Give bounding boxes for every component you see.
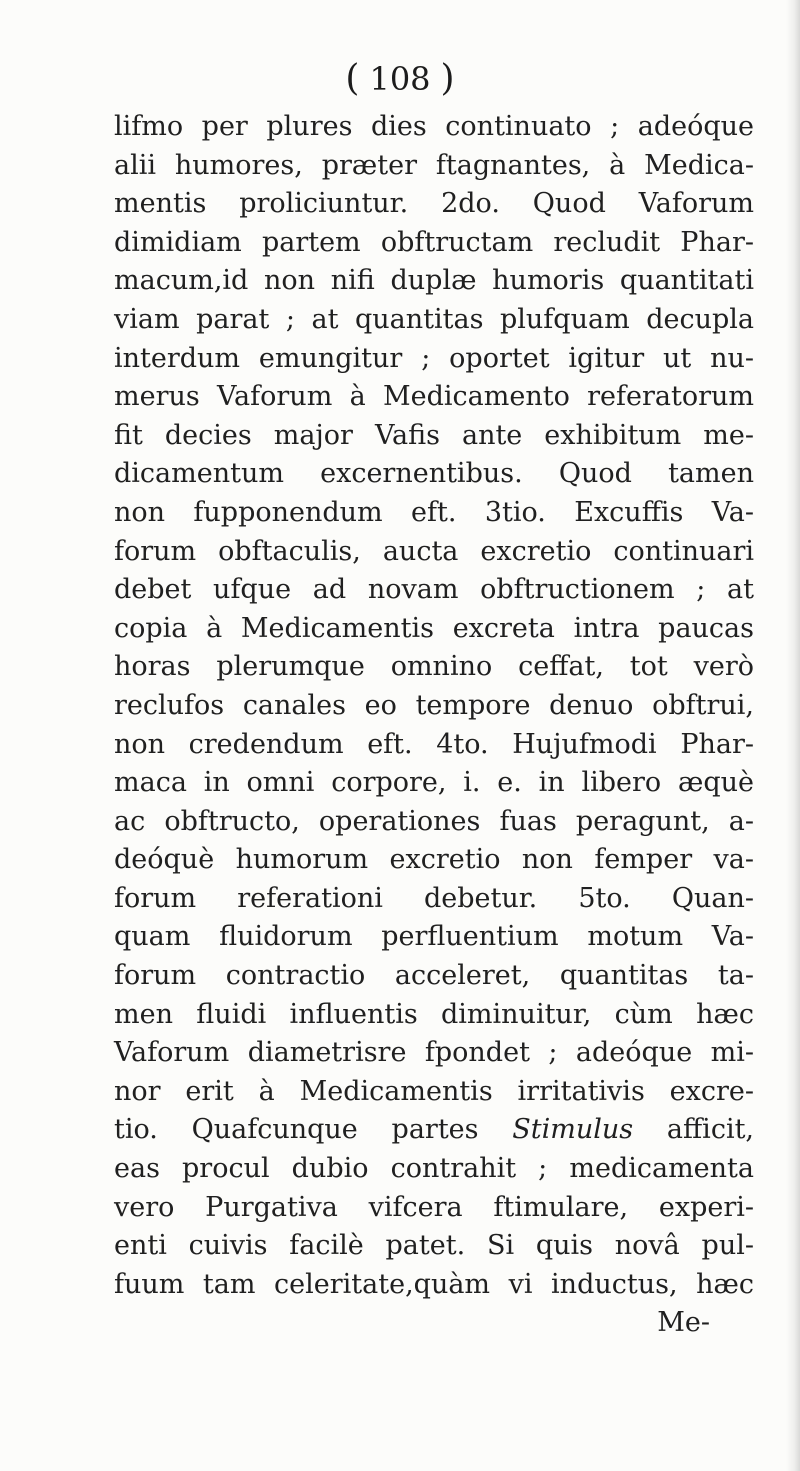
- text-line: forum referationi debetur. 5to. Quan-: [114, 882, 754, 914]
- page-number-value: 108: [369, 60, 431, 98]
- italic-word-stimulus: Stimulus: [512, 1114, 634, 1146]
- page-number: [0, 58, 800, 99]
- text-segment: afficit,: [633, 1114, 755, 1146]
- text-line: copia à Medicamentis excreta intra paucas: [114, 612, 754, 644]
- page-edge-shadow: [786, 0, 800, 1471]
- text-line: mentis proliciuntur. 2do. Quod Vaforum: [114, 188, 754, 220]
- page-number-close-paren: ): [440, 58, 455, 99]
- text-line: men fluidi influentis diminuitur, cùm hæc: [114, 998, 754, 1030]
- text-line: non credendum eft. 4to. Hujufmodi Phar-: [114, 728, 754, 760]
- text-line: forum obftaculis, aucta excretio continuari: [114, 535, 754, 567]
- text-line: reclufos canales eo tempore denuo obftrui,: [114, 689, 754, 721]
- text-line: deóquè humorum excretio non femper va-: [114, 844, 754, 876]
- text-line: dicamentum excernentibus. Quod tamen: [114, 458, 754, 490]
- text-line: quam fluidorum perfluentium motum Va-: [114, 921, 754, 953]
- page-number-open-paren: (: [345, 58, 360, 99]
- text-line: lifmo per plures dies continuato ; adeóque: [114, 111, 754, 142]
- text-line: macum,id non nifi duplæ humoris quantitati: [114, 265, 754, 297]
- text-line: merus Vaforum à Medicamento referatorum: [114, 381, 754, 413]
- text-line: forum contractio acceleret, quantitas ta-: [114, 960, 754, 992]
- text-line: fuum tam celeritate,quàm vi inductus, hæc: [114, 1268, 754, 1300]
- text-line: horas plerumque omnino ceffat, tot verò: [114, 651, 754, 683]
- text-line: alii humores, præter ftagnantes, à Medica-: [114, 149, 754, 181]
- text-line: vero Purgativa vifcera ftimulare, experi-: [114, 1191, 754, 1223]
- text-line: interdum emungitur ; oportet igitur ut nu-: [114, 342, 754, 374]
- text-line: debet ufque ad novam obftructionem ; at: [114, 574, 754, 606]
- body-text: [114, 108, 754, 1343]
- text-line: dimidiam partem obftructam recludit Phar-: [114, 226, 754, 258]
- text-line: Vaforum diametrisre fpondet ; adeóque mi-: [114, 1037, 754, 1069]
- text-line: enti cuivis facilè patet. Si quis novâ pul-: [114, 1230, 754, 1262]
- text-line: non fupponendum eft. 3tio. Excuffis Va-: [114, 496, 754, 528]
- text-line: nor erit à Medicamentis irritativis excre-: [114, 1075, 754, 1107]
- text-line: viam parat ; at quantitas plufquam decupla: [114, 303, 754, 335]
- text-line-with-italic: [114, 1111, 754, 1150]
- text-line: eas procul dubio contrahit ; medicamenta: [114, 1153, 754, 1185]
- text-segment: tio. Quafcunque partes: [114, 1114, 513, 1146]
- text-line: fit decies major Vafis ante exhibitum me-: [114, 419, 754, 451]
- text-line: maca in omni corpore, i. e. in libero æquè: [114, 767, 754, 799]
- text-line: ac obftructo, operationes fuas peragunt, a-: [114, 805, 754, 837]
- catchword: Me-: [657, 1307, 710, 1339]
